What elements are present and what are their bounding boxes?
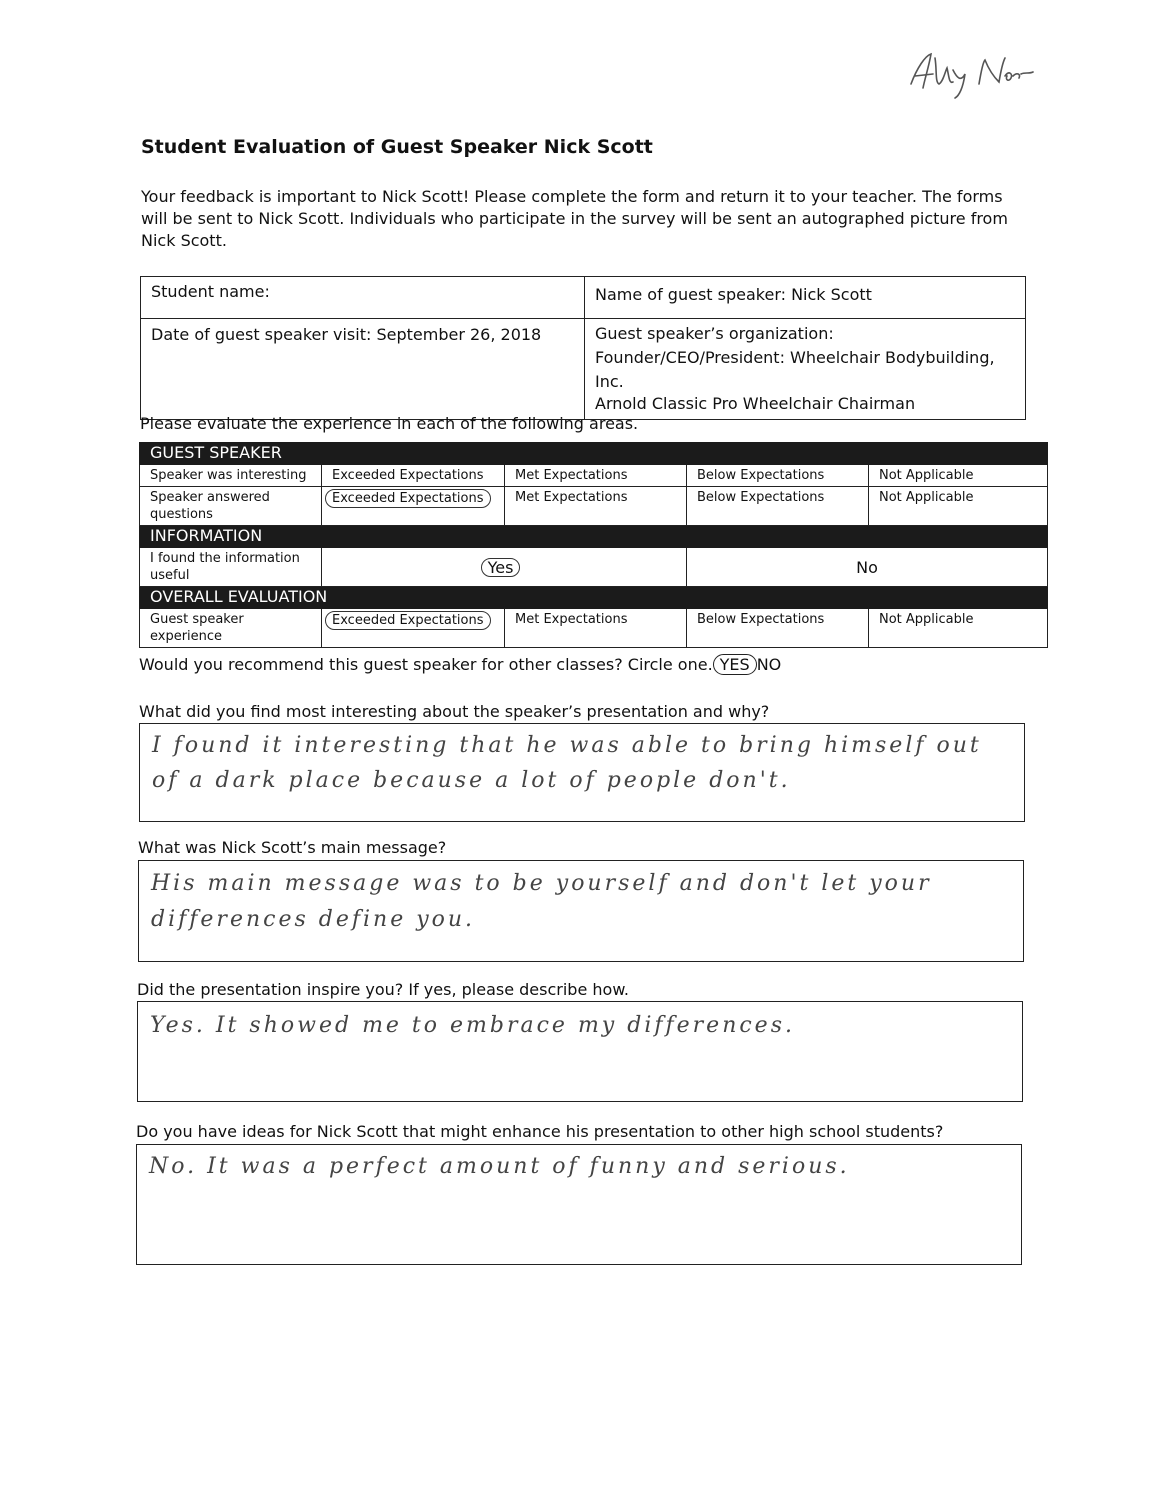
recommend-question-text: Would you recommend this guest speaker for other classes? Circle one.	[139, 655, 713, 674]
organization-field	[585, 319, 1026, 420]
recommend-question	[139, 654, 781, 675]
question-3: Did the presentation inspire you? If yes, please describe how.	[137, 980, 630, 999]
table-row	[140, 548, 1048, 587]
option-not-applicable[interactable]: Not Applicable	[869, 487, 1048, 526]
answer-box-2[interactable]	[138, 860, 1024, 962]
row-label-interesting: Speaker was interesting	[140, 465, 322, 487]
answer-box-3[interactable]	[137, 1001, 1023, 1102]
option-below[interactable]: Below Expectations	[687, 609, 869, 648]
answer-1-line-1: I found it interesting that he was able to bring himself out	[152, 733, 982, 758]
table-row	[140, 609, 1048, 648]
question-1: What did you find most interesting about the speaker’s presentation and why?	[139, 702, 770, 721]
visit-date-field: Date of guest speaker visit: September 26, 2018	[141, 319, 585, 420]
guest-name-field: Name of guest speaker: Nick Scott	[585, 277, 1026, 319]
option-exceeded-circled[interactable]	[322, 609, 505, 648]
option-below[interactable]: Below Expectations	[687, 465, 869, 487]
section-header-information: INFORMATION	[140, 526, 1048, 548]
answer-2-line-2: differences define you.	[151, 907, 476, 932]
info-table	[140, 276, 1026, 420]
evaluation-table	[139, 442, 1048, 648]
section-header-guest-speaker: GUEST SPEAKER	[140, 443, 1048, 465]
row-label-answered: Speaker answered questions	[140, 487, 322, 526]
evaluate-instructions: Please evaluate the experience in each of the following areas.	[140, 414, 639, 433]
table-row	[140, 487, 1048, 526]
table-row	[140, 465, 1048, 487]
option-met[interactable]: Met Expectations	[505, 465, 687, 487]
option-no[interactable]: No	[687, 548, 1048, 587]
option-met[interactable]: Met Expectations	[505, 487, 687, 526]
option-met[interactable]: Met Expectations	[505, 609, 687, 648]
section-header-overall: OVERALL EVALUATION	[140, 587, 1048, 609]
intro-text: Your feedback is important to Nick Scott! Please complete the form and return it to your teacher. The forms will be sent to Nick Scott. Individuals who participate in the survey will be sent an autographed picture from Nick Scott.	[141, 187, 1008, 250]
question-4: Do you have ideas for Nick Scott that might enhance his presentation to other high school students?	[136, 1122, 944, 1141]
question-2: What was Nick Scott’s main message?	[138, 838, 447, 857]
organization-label: Guest speaker’s organization:	[595, 324, 834, 343]
option-exceeded-circled[interactable]	[322, 487, 505, 526]
option-not-applicable[interactable]: Not Applicable	[869, 465, 1048, 487]
answer-box-1[interactable]	[139, 723, 1025, 822]
student-name-field[interactable]: Student name:	[141, 277, 585, 319]
circled-selection: Exceeded Expectations	[325, 611, 491, 630]
answer-4-line-1: No. It was a perfect amount of funny and serious.	[149, 1154, 850, 1179]
row-label-experience: Guest speaker experience	[140, 609, 322, 648]
circled-selection: Yes	[481, 558, 521, 577]
answer-3-line-1: Yes. It showed me to embrace my differences.	[150, 1013, 795, 1038]
recommend-yes-circled[interactable]: YES	[713, 654, 757, 675]
row-label-useful: I found the information useful	[140, 548, 322, 587]
circled-selection: Exceeded Expectations	[325, 489, 491, 508]
option-yes-circled[interactable]	[322, 548, 687, 587]
organization-line-2: Arnold Classic Pro Wheelchair Chairman	[595, 394, 916, 413]
option-exceeded[interactable]: Exceeded Expectations	[322, 465, 505, 487]
answer-1-line-2: of a dark place because a lot of people don't.	[152, 768, 791, 793]
answer-2-line-1: His main message was to be yourself and don't let your	[151, 871, 932, 896]
option-below[interactable]: Below Expectations	[687, 487, 869, 526]
option-not-applicable[interactable]: Not Applicable	[869, 609, 1048, 648]
answer-box-4[interactable]	[136, 1144, 1022, 1265]
handwritten-signature	[905, 48, 1035, 100]
organization-line-1: Founder/CEO/President: Wheelchair Bodybuilding, Inc.	[595, 348, 995, 391]
recommend-no[interactable]: NO	[756, 655, 782, 674]
form-title: Student Evaluation of Guest Speaker Nick Scott	[141, 136, 653, 158]
